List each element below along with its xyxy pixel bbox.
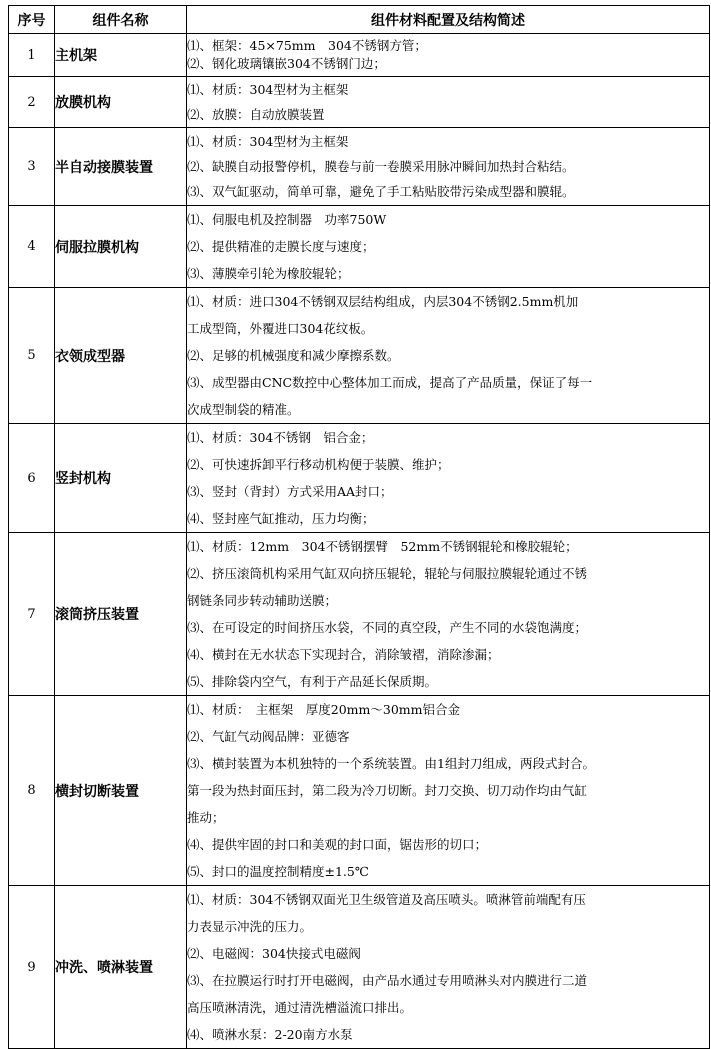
table-row (9, 77, 710, 128)
component-name: 伺服拉膜机构 (55, 206, 187, 288)
description-line: ⑵、缺膜自动报警停机，膜卷与前一卷膜采用脉冲瞬间加热封合粘结。 (187, 159, 575, 174)
row-number: 1 (9, 34, 55, 77)
component-spec-table (8, 5, 710, 1049)
component-name: 主机架 (55, 34, 187, 77)
component-name: 衣领成型器 (55, 288, 187, 424)
description-line: ⑵、气缸气动阀品牌：亚德客 (187, 729, 350, 744)
component-name: 竖封机构 (55, 424, 187, 533)
component-name: 半自动接膜装置 (55, 128, 187, 206)
component-description (187, 424, 710, 533)
description-line: ⑵、可快速拆卸平行移动机构便于装膜、维护； (187, 457, 450, 472)
component-name: 滚筒挤压装置 (55, 533, 187, 696)
header-no: 序号 (9, 6, 55, 34)
description-line: 钢链条同步转动辅助送膜； (187, 593, 338, 608)
description-line: ⑸、排除袋内空气，有利于产品延长保质期。 (187, 674, 438, 689)
description-line: ⑴、框架：45×75mm 304不锈钢方管； (187, 38, 427, 53)
component-description (187, 34, 710, 77)
description-line: 推动； (187, 810, 225, 825)
table-row (9, 288, 710, 424)
component-name: 横封切断装置 (55, 696, 187, 886)
description-line: ⑴、材质：304不锈钢双面光卫生级管道及高压喷头。喷淋管前端配有压 (187, 892, 586, 907)
row-number: 4 (9, 206, 55, 288)
description-line: ⑷、喷淋水泵：2-20南方水泵 (187, 1027, 353, 1042)
description-line: 工成型筒，外覆进口304花纹板。 (187, 321, 374, 336)
component-name: 冲洗、喷淋装置 (55, 886, 187, 1049)
row-number: 6 (9, 424, 55, 533)
table-row (9, 424, 710, 533)
component-description (187, 206, 710, 288)
row-number: 8 (9, 696, 55, 886)
row-number: 5 (9, 288, 55, 424)
description-line: ⑴、材质：进口304不锈钢双层结构组成，内层304不锈钢2.5mm机加 (187, 294, 579, 309)
header-name: 组件名称 (55, 6, 187, 34)
description-line: ⑵、放膜：自动放膜装置 (187, 107, 325, 122)
description-line: 力表显示冲洗的压力。 (187, 919, 313, 934)
table-row (9, 206, 710, 288)
description-line: ⑸、封口的温度控制精度±1.5℃ (187, 864, 369, 879)
component-description (187, 533, 710, 696)
table-row (9, 34, 710, 77)
description-line: 次成型制袋的精准。 (187, 402, 300, 417)
description-line: ⑵、提供精准的走膜长度与速度； (187, 239, 375, 254)
description-line: ⑴、材质：304不锈钢 铝合金； (187, 430, 374, 445)
table-row (9, 886, 710, 1049)
description-line: ⑴、材质：12mm 304不锈钢摆臂 52mm不锈钢辊轮和橡胶辊轮； (187, 539, 578, 554)
description-line: ⑵、足够的机械强度和减少摩擦系数。 (187, 348, 400, 363)
description-line: ⑵、挤压滚筒机构采用气缸双向挤压辊轮，辊轮与伺服拉膜辊轮通过不锈 (187, 566, 588, 581)
table-row (9, 128, 710, 206)
component-description (187, 77, 710, 128)
description-line: ⑵、钢化玻璃镶嵌304不锈钢门边； (187, 56, 386, 71)
description-line: ⑶、竖封（背封）方式采用AA封口； (187, 484, 393, 499)
row-number: 3 (9, 128, 55, 206)
description-line: ⑴、材质：304型材为主框架 (187, 134, 349, 149)
description-line: ⑴、材质：304型材为主框架 (187, 82, 349, 97)
header-row (9, 6, 710, 34)
component-description (187, 128, 710, 206)
description-line: ⑴、材质： 主框架 厚度20mm～30mm铝合金 (187, 702, 460, 717)
description-line: ⑷、横封在无水状态下实现封合，消除皱褶，消除渗漏； (187, 647, 500, 662)
description-line: 高压喷淋清洗，通过清洗槽溢流口排出。 (187, 1000, 413, 1015)
table-row (9, 533, 710, 696)
description-line: ⑶、成型器由CNC数控中心整体加工而成，提高了产品质量，保证了每一 (187, 375, 593, 390)
component-name: 放膜机构 (55, 77, 187, 128)
description-line: ⑶、双气缸驱动，简单可靠，避免了手工粘贴胶带污染成型器和膜辊。 (187, 184, 575, 199)
description-line: 第一段为热封面压封，第二段为冷刀切断。封刀交换、切刀动作均由气缸 (187, 783, 588, 798)
row-number: 2 (9, 77, 55, 128)
row-number: 7 (9, 533, 55, 696)
row-number: 9 (9, 886, 55, 1049)
component-description (187, 886, 710, 1049)
description-line: ⑶、在拉膜运行时打开电磁阀，由产品水通过专用喷淋头对内膜进行二道 (187, 973, 588, 988)
description-line: ⑷、竖封座气缸推动，压力均衡； (187, 511, 375, 526)
description-line: ⑵、电磁阀：304快接式电磁阀 (187, 946, 361, 961)
description-line: ⑷、提供牢固的封口和美观的封口面，锯齿形的切口； (187, 837, 488, 852)
description-line: ⑶、在可设定的时间挤压水袋，不同的真空段，产生不同的水袋饱满度； (187, 620, 588, 635)
description-line: ⑶、薄膜牵引轮为橡胶辊轮； (187, 266, 350, 281)
table-row (9, 696, 710, 886)
component-description (187, 696, 710, 886)
component-description (187, 288, 710, 424)
header-desc: 组件材料配置及结构简述 (187, 6, 710, 34)
description-line: ⑶、横封装置为本机独特的一个系统装置。由1组封刀组成，两段式封合。 (187, 756, 595, 771)
description-line: ⑴、伺服电机及控制器 功率750W (187, 212, 387, 227)
